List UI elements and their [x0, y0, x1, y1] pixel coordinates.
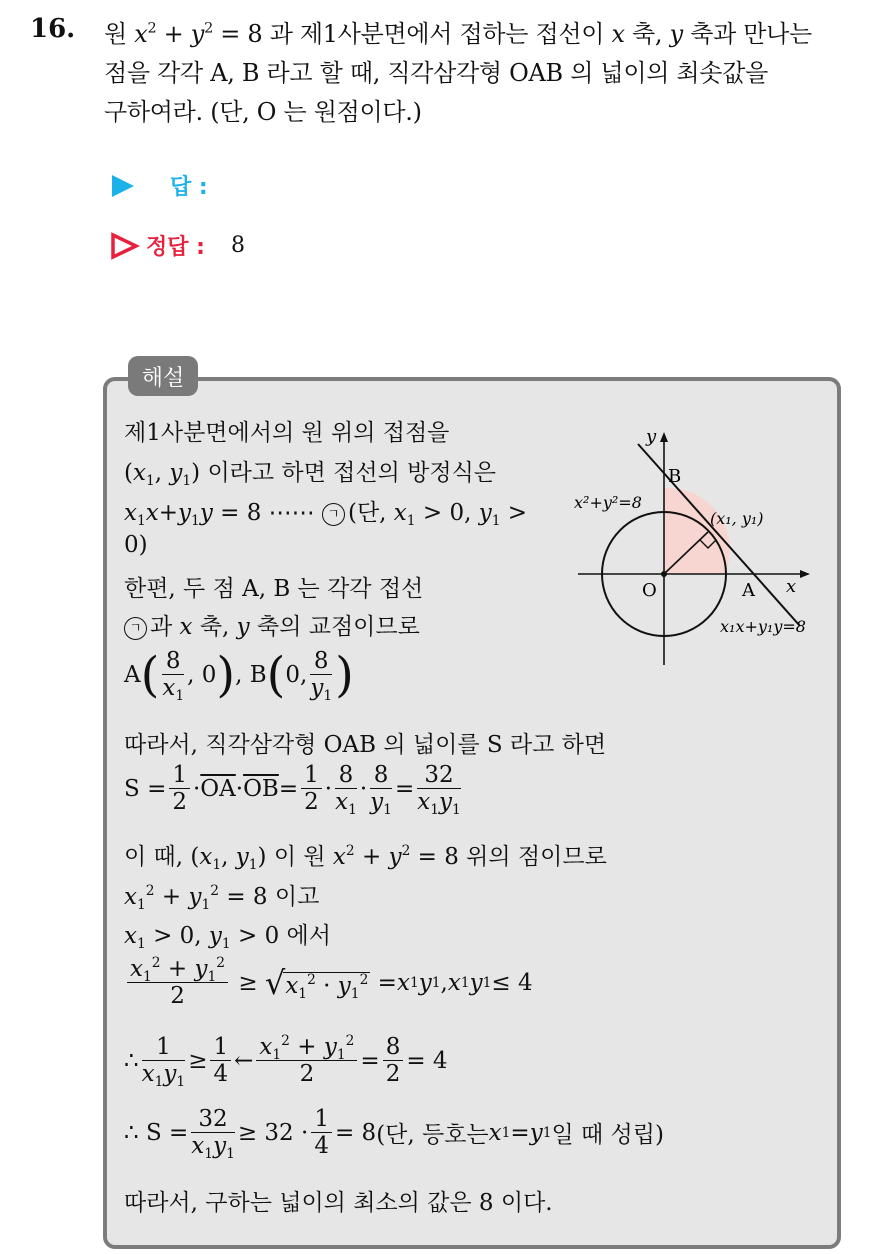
y-axis-label: y	[646, 426, 657, 447]
point-a-label: A	[742, 580, 755, 601]
x-axis-arrow-icon	[800, 570, 810, 578]
answer-row	[110, 170, 234, 201]
solution-line: 따라서, 구하는 넓이의 최소의 값은 8 이다.	[124, 1190, 553, 1216]
solution-line: $x_1 > 0$, $y_1 > 0$ 에서	[124, 923, 331, 952]
origin-point	[661, 571, 667, 577]
circle-equation-label: x²+y²=8	[574, 493, 642, 512]
solution-line: $x_1^2 + y_1^2 = 8$ 이고	[124, 883, 320, 913]
solution-line: $x_1x+y_1y = 8$ ⋯⋯ ㄱ (단, $x_1 > 0$, $y_1$ >	[124, 500, 528, 529]
solution-tab: 해설	[128, 356, 198, 396]
question-number: 16.	[30, 14, 76, 44]
circled-label: ㄱ	[124, 617, 147, 640]
solution-math: ∴ S = $\frac{32}{x_1y_1}$ ≥ 32 · $\frac{1}{4}$ = 8 (단, 등호는 x 1 = y 1 일 때 성립)	[124, 1106, 664, 1163]
answer-label: 답 :	[170, 175, 208, 200]
question-line-1: 원 $x^2 + y^2 = 8$ 과 제1사분면에서 접하는 접선이 x 축, y 축과 만나는	[104, 20, 812, 48]
point-b-label: B	[668, 466, 682, 487]
solution-line: ($x_1$, $y_1$) 이라고 하면 접선의 방정식은	[124, 460, 497, 489]
y-axis-arrow-icon	[660, 432, 668, 442]
solution-math: ∴ $\frac{1}{x_1y_1}$ ≥ $\frac{1}{4}$ ← $\frac{x_1^2 + y_1^2}{2}$ = $\frac{8}{2}$ = 4	[124, 1033, 448, 1091]
solution-math: A ( $\frac{8}{x_1}$ , 0 ) , B ( 0, $\frac{8}{y_1}$ )	[124, 646, 354, 705]
correct-answer-label: 정답 :	[146, 235, 205, 260]
tangent-line	[638, 444, 800, 626]
play-arrow-icon	[110, 173, 136, 199]
tangent-point-label: (x₁, y₁)	[710, 509, 764, 528]
tangent-equation-label: x₁x+y₁y=8	[720, 617, 806, 636]
outline-arrow-icon	[110, 232, 140, 260]
solution-line: ㄱ 과 x 축, y 축의 교점이므로	[124, 608, 420, 641]
shaded-triangle-region	[664, 488, 730, 574]
solution-line: 0)	[124, 532, 148, 558]
solution-math: $\frac{x_1^2 + y_1^2}{2}$ ≥ √ $x_1^2 \cdot y_1^2$ = x 1 y 1 , x 1 y 1 ≤ 4	[124, 956, 533, 1010]
question-line-3: 구하여라. (단, O 는 원점이다.)	[104, 98, 422, 126]
circled-label: ㄱ	[322, 503, 345, 526]
correct-answer-value: 8	[230, 233, 245, 258]
solution-line: 한편, 두 점 A, B 는 각각 접선	[124, 576, 424, 602]
solution-line: 이 때, ($x_1$, $y_1$) 이 원 $x^2 + y^2 = 8$ 위의 점이므로	[124, 843, 607, 873]
solution-math: S = $\frac{1}{2}$ · $\overline{OA}$ · $\overline{OB}$ = $\frac{1}{2}$ · $\frac{8}{x_1}$ · $\frac{8}{y_1}$ = $\frac{32}{x_1y_1}$	[124, 762, 461, 819]
correct-answer-row	[110, 230, 245, 261]
tangent-circle-diagram	[570, 420, 830, 670]
x-axis-label: x	[786, 576, 797, 597]
origin-label: O	[642, 580, 657, 601]
solution-line: 제1사분면에서의 원 위의 접점을	[124, 420, 450, 446]
question-line-2: 점을 각각 A, B 라고 할 때, 직각삼각형 OAB 의 넓이의 최솟값을	[104, 59, 768, 87]
solution-line: 따라서, 직각삼각형 OAB 의 넓이를 S 라고 하면	[124, 732, 607, 758]
